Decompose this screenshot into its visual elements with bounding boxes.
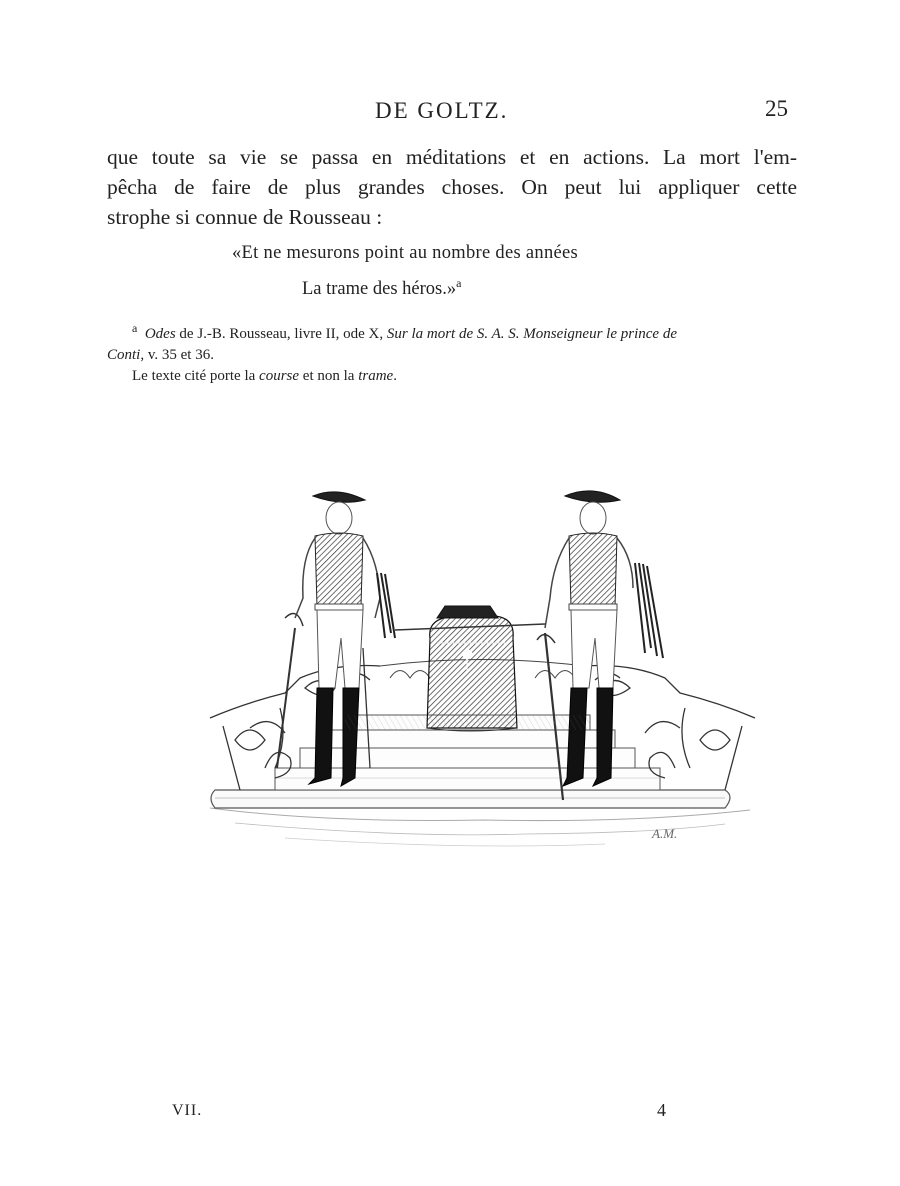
coffin bbox=[395, 606, 545, 731]
signature-mark: VII. bbox=[172, 1102, 203, 1119]
footnote-line-2 bbox=[107, 345, 797, 366]
body-paragraph bbox=[107, 142, 797, 232]
engraving-illustration bbox=[205, 478, 760, 858]
footnote-line-1 bbox=[107, 318, 797, 345]
footnote-title: Sur la mort de S. A. S. Monseigneur le prince de bbox=[386, 326, 677, 342]
verse-quotation bbox=[232, 238, 578, 304]
footnote-odes: Odes bbox=[144, 326, 176, 342]
body-line: pêcha de faire de plus grandes choses. On peut lui appliquer cette bbox=[107, 175, 797, 199]
footnote-text: de J.-B. Rousseau, livre II, ode X, bbox=[175, 326, 387, 342]
verse-line-1: «Et ne mesurons point au nombre des années bbox=[232, 243, 579, 263]
footnote-title-end: Conti, bbox=[107, 347, 145, 363]
footnote-text: et non la bbox=[299, 368, 359, 384]
running-title: DE GOLTZ. bbox=[375, 98, 509, 123]
footnote-reference: a bbox=[456, 276, 462, 290]
footnote bbox=[107, 318, 797, 387]
sheet-number: 4 bbox=[657, 1100, 666, 1120]
page-number: 25 bbox=[765, 96, 788, 121]
footnote-verse-ref: v. 35 et 36. bbox=[144, 347, 214, 363]
verse-line-2: La trame des héros.» bbox=[302, 279, 457, 300]
body-line: strophe si connue de Rousseau : bbox=[107, 205, 383, 229]
footnote-text: . bbox=[393, 368, 397, 384]
artist-signature: A.M. bbox=[652, 826, 678, 841]
platform bbox=[211, 790, 730, 808]
footnote-word-course: course bbox=[259, 368, 300, 384]
footnote-marker: a bbox=[132, 321, 138, 335]
footnote-word-trame: trame bbox=[358, 368, 394, 384]
footnote-text: Le texte cité porte la bbox=[132, 368, 260, 384]
verse-line-2-wrapper bbox=[232, 268, 578, 304]
footnote-line-3 bbox=[107, 366, 797, 387]
body-line: que toute sa vie se passa en méditations et en actions. La mort l'em- bbox=[107, 145, 797, 169]
